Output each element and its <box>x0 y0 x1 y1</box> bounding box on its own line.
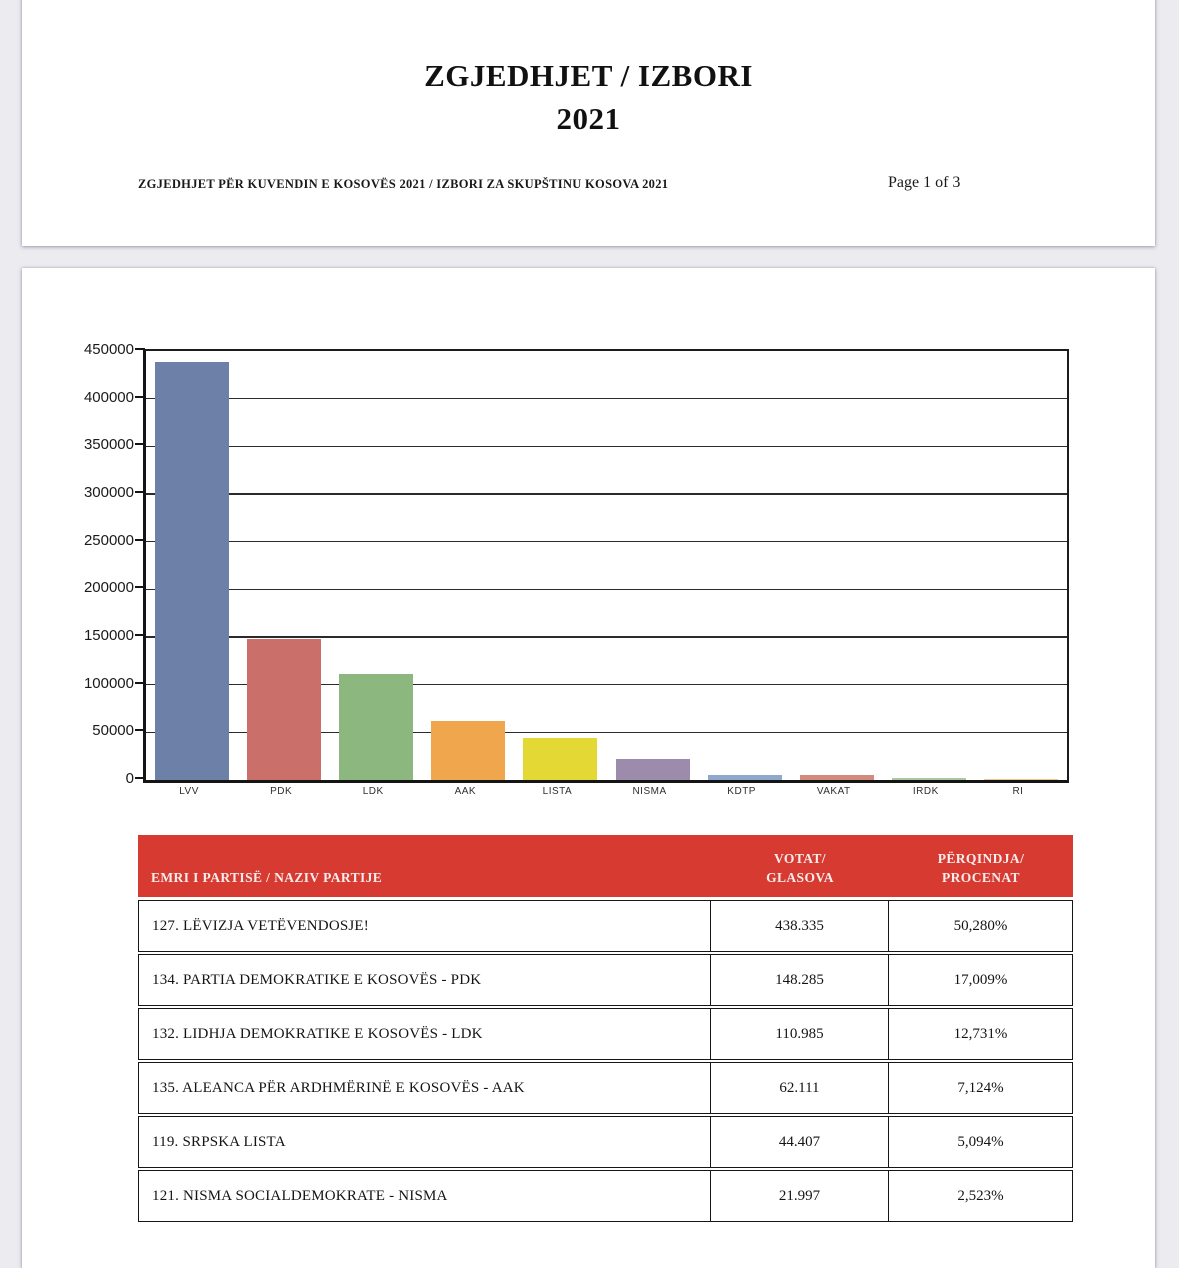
gridline <box>146 446 1067 447</box>
x-category-label: LVV <box>179 786 199 797</box>
y-tick-label: 350000 <box>83 436 134 454</box>
votes-cell: 438.335 <box>710 901 888 951</box>
x-category-label: NISMA <box>632 786 667 797</box>
x-category-label: AAK <box>454 786 477 797</box>
bar-vakat <box>800 775 874 780</box>
percentage-cell: 7,124% <box>888 1063 1072 1113</box>
x-axis-labels <box>143 786 1064 802</box>
party-name-cell: 135. ALEANCA PËR ARDHMËRINË E KOSOVËS - AAK <box>152 1079 525 1096</box>
bar-lvv <box>155 362 229 780</box>
header-percentage-line1: PËRQINDJA/ <box>937 851 1025 866</box>
party-name-cell: 132. LIDHJA DEMOKRATIKE E KOSOVËS - LDK <box>152 1025 483 1042</box>
chart-plot-area <box>143 349 1069 783</box>
header-percentage-line2: PROCENAT <box>942 870 1020 885</box>
page-1 <box>22 0 1155 246</box>
bar-ldk <box>339 674 413 780</box>
bar-ri <box>984 779 1058 781</box>
gridline <box>146 398 1067 399</box>
bar-irdk <box>892 778 966 780</box>
percentage-cell: 2,523% <box>888 1171 1072 1221</box>
table-body <box>138 900 1073 1222</box>
votes-cell: 110.985 <box>710 1009 888 1059</box>
table-row <box>138 900 1073 952</box>
x-category-label: LDK <box>362 786 384 797</box>
x-category-label: RI <box>1012 786 1024 797</box>
x-category-label: LISTA <box>542 786 573 797</box>
gridline <box>146 636 1067 637</box>
table-row <box>138 1062 1073 1114</box>
table-row <box>138 1116 1073 1168</box>
y-tick-label: 450000 <box>83 341 134 358</box>
y-tick-label: 100000 <box>83 674 134 692</box>
percentage-cell: 12,731% <box>888 1009 1072 1059</box>
y-tick-label: 300000 <box>83 484 134 501</box>
document-subtitle: ZGJEDHJET PËR KUVENDIN E KOSOVËS 2021 / IZBORI ZA SKUPŠTINU KOSOVA 2021 <box>138 177 669 191</box>
y-axis-labels <box>22 341 134 787</box>
x-category-label: IRDK <box>912 786 939 797</box>
votes-cell: 44.407 <box>710 1117 888 1167</box>
y-tick-label: 400000 <box>83 388 134 406</box>
party-name-cell: 127. LËVIZJA VETËVENDOSJE! <box>152 917 369 934</box>
y-tick-label: 50000 <box>92 722 134 740</box>
party-name-cell: 121. NISMA SOCIALDEMOKRATE - NISMA <box>152 1187 448 1204</box>
document-title-line2: 2021 <box>556 101 621 137</box>
bar-nisma <box>616 759 690 780</box>
gridline <box>146 589 1067 590</box>
bar-pdk <box>247 639 321 780</box>
percentage-cell: 17,009% <box>888 955 1072 1005</box>
page-2 <box>22 268 1155 1268</box>
x-category-label: PDK <box>270 786 293 797</box>
document-title-line1: ZGJEDHJET / IZBORI <box>424 58 753 93</box>
table-row <box>138 1170 1073 1222</box>
votes-cell: 21.997 <box>710 1171 888 1221</box>
table-header-row <box>138 835 1073 897</box>
header-votes <box>711 835 889 897</box>
table-row <box>138 1008 1073 1060</box>
x-category-label: VAKAT <box>816 786 851 797</box>
y-tick-label: 0 <box>125 770 134 787</box>
party-name-cell: 119. SRPSKA LISTA <box>152 1133 286 1150</box>
bar-kdtp <box>708 775 782 780</box>
votes-cell: 148.285 <box>710 955 888 1005</box>
gridline <box>146 541 1067 542</box>
party-name-cell: 134. PARTIA DEMOKRATIKE E KOSOVËS - PDK <box>152 971 482 988</box>
header-percentage <box>889 835 1073 897</box>
bar-aak <box>431 721 505 780</box>
bar-lista <box>523 738 597 780</box>
votes-cell: 62.111 <box>710 1063 888 1113</box>
y-tick-label: 250000 <box>83 531 134 549</box>
header-votes-line1: VOTAT/ <box>774 851 826 866</box>
page-number-indicator: Page 1 of 3 <box>888 174 961 191</box>
header-party-name: EMRI I PARTISË / NAZIV PARTIJE <box>151 870 383 885</box>
y-tick-label: 150000 <box>83 627 134 644</box>
x-category-label: KDTP <box>727 786 756 797</box>
percentage-cell: 50,280% <box>888 901 1072 951</box>
y-tick-label: 200000 <box>83 579 134 597</box>
table-row <box>138 954 1073 1006</box>
gridline <box>146 493 1067 494</box>
percentage-cell: 5,094% <box>888 1117 1072 1167</box>
results-table <box>138 835 1073 1224</box>
header-votes-line2: GLASOVA <box>766 870 834 885</box>
